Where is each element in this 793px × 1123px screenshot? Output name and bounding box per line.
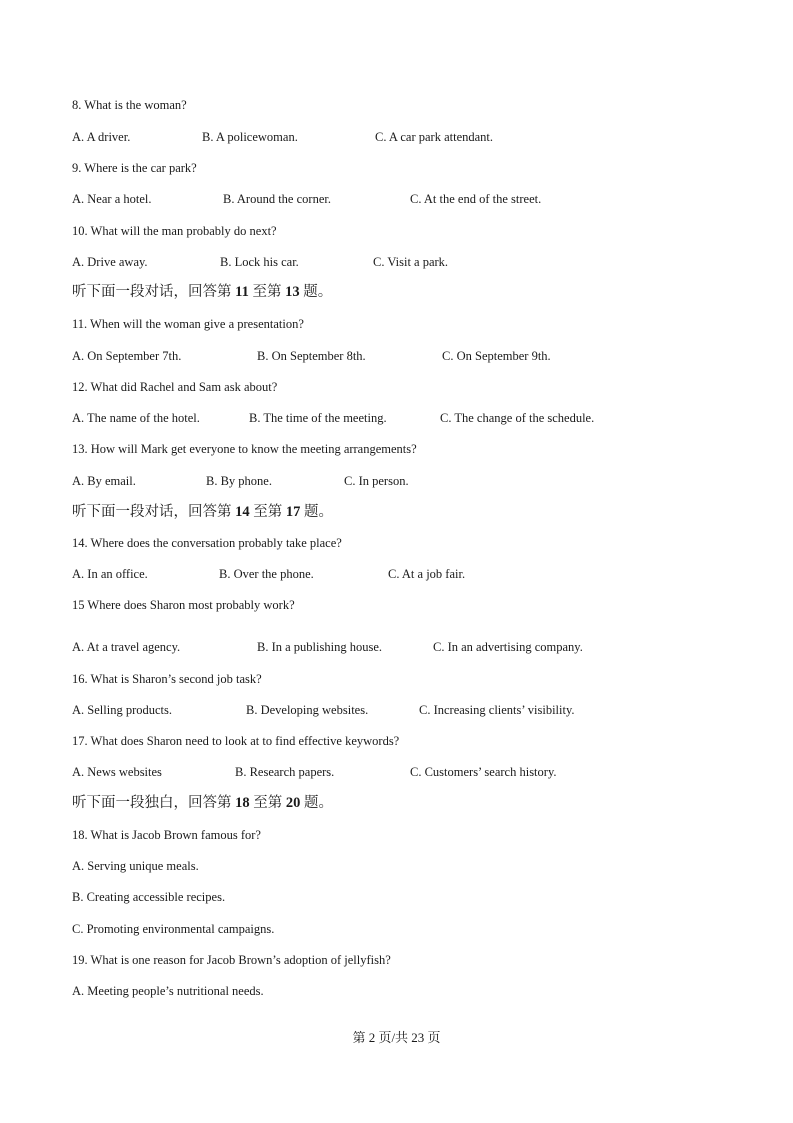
page-number: 第 2 页/共 23 页 <box>352 1030 441 1045</box>
option-b: B. Creating accessible recipes. <box>72 890 226 904</box>
option-a: A. On September 7th. <box>72 349 182 363</box>
option-c: C. In person. <box>344 474 409 488</box>
option-c: C. Visit a park. <box>373 255 449 269</box>
option-a: A. At a travel agency. <box>72 640 181 654</box>
option-c: C. Increasing clients’ visibility. <box>419 703 575 717</box>
question-8: 8. What is the woman? <box>72 98 187 112</box>
option-b: B. Developing websites. <box>246 703 369 717</box>
option-c: C. A car park attendant. <box>375 130 494 144</box>
option-b: B. Research papers. <box>235 765 335 779</box>
question-16: 16. What is Sharon’s second job task? <box>72 672 262 686</box>
option-c: C. At a job fair. <box>388 567 466 581</box>
option-a: A. Meeting people’s nutritional needs. <box>72 984 264 998</box>
option-a: A. Selling products. <box>72 703 172 717</box>
option-a: A. In an office. <box>72 567 148 581</box>
option-c: C. On September 9th. <box>442 349 551 363</box>
option-c: C. At the end of the street. <box>410 192 542 206</box>
option-a: A. Drive away. <box>72 255 148 269</box>
question-13: 13. How will Mark get everyone to know the meeting arrangements? <box>72 442 417 456</box>
question-10: 10. What will the man probably do next? <box>72 224 277 238</box>
section-heading-14-17: 听下面一段对话，回答第 14 至第 17 题。 <box>72 504 333 520</box>
question-11: 11. When will the woman give a presentation? <box>72 317 304 331</box>
option-b: B. Lock his car. <box>220 255 299 269</box>
section-heading-18-20: 听下面一段独白，回答第 18 至第 20 题。 <box>72 795 333 811</box>
question-14: 14. Where does the conversation probably take place? <box>72 536 342 550</box>
option-b: B. The time of the meeting. <box>249 411 387 425</box>
option-b: B. Over the phone. <box>219 567 314 581</box>
option-b: B. Around the corner. <box>223 192 331 206</box>
option-c: C. The change of the schedule. <box>440 411 595 425</box>
option-c: C. Customers’ search history. <box>410 765 557 779</box>
option-a: A. A driver. <box>72 130 131 144</box>
option-c: C. Promoting environmental campaigns. <box>72 922 275 936</box>
question-19: 19. What is one reason for Jacob Brown’s adoption of jellyfish? <box>72 953 391 967</box>
question-15: 15 Where does Sharon most probably work? <box>72 598 295 612</box>
option-a: A. Serving unique meals. <box>72 859 199 873</box>
question-18: 18. What is Jacob Brown famous for? <box>72 828 261 842</box>
option-a: A. The name of the hotel. <box>72 411 200 425</box>
option-b: B. A policewoman. <box>202 130 298 144</box>
question-9: 9. Where is the car park? <box>72 161 197 175</box>
question-12: 12. What did Rachel and Sam ask about? <box>72 380 278 394</box>
option-a: A. Near a hotel. <box>72 192 152 206</box>
section-heading-11-13: 听下面一段对话，回答第 11 至第 13 题。 <box>72 284 333 300</box>
option-b: B. On September 8th. <box>257 349 366 363</box>
question-17: 17. What does Sharon need to look at to find effective keywords? <box>72 734 400 748</box>
option-c: C. In an advertising company. <box>433 640 583 654</box>
option-a: A. By email. <box>72 474 136 488</box>
option-b: B. In a publishing house. <box>257 640 382 654</box>
option-a: A. News websites <box>72 765 162 779</box>
option-b: B. By phone. <box>206 474 272 488</box>
